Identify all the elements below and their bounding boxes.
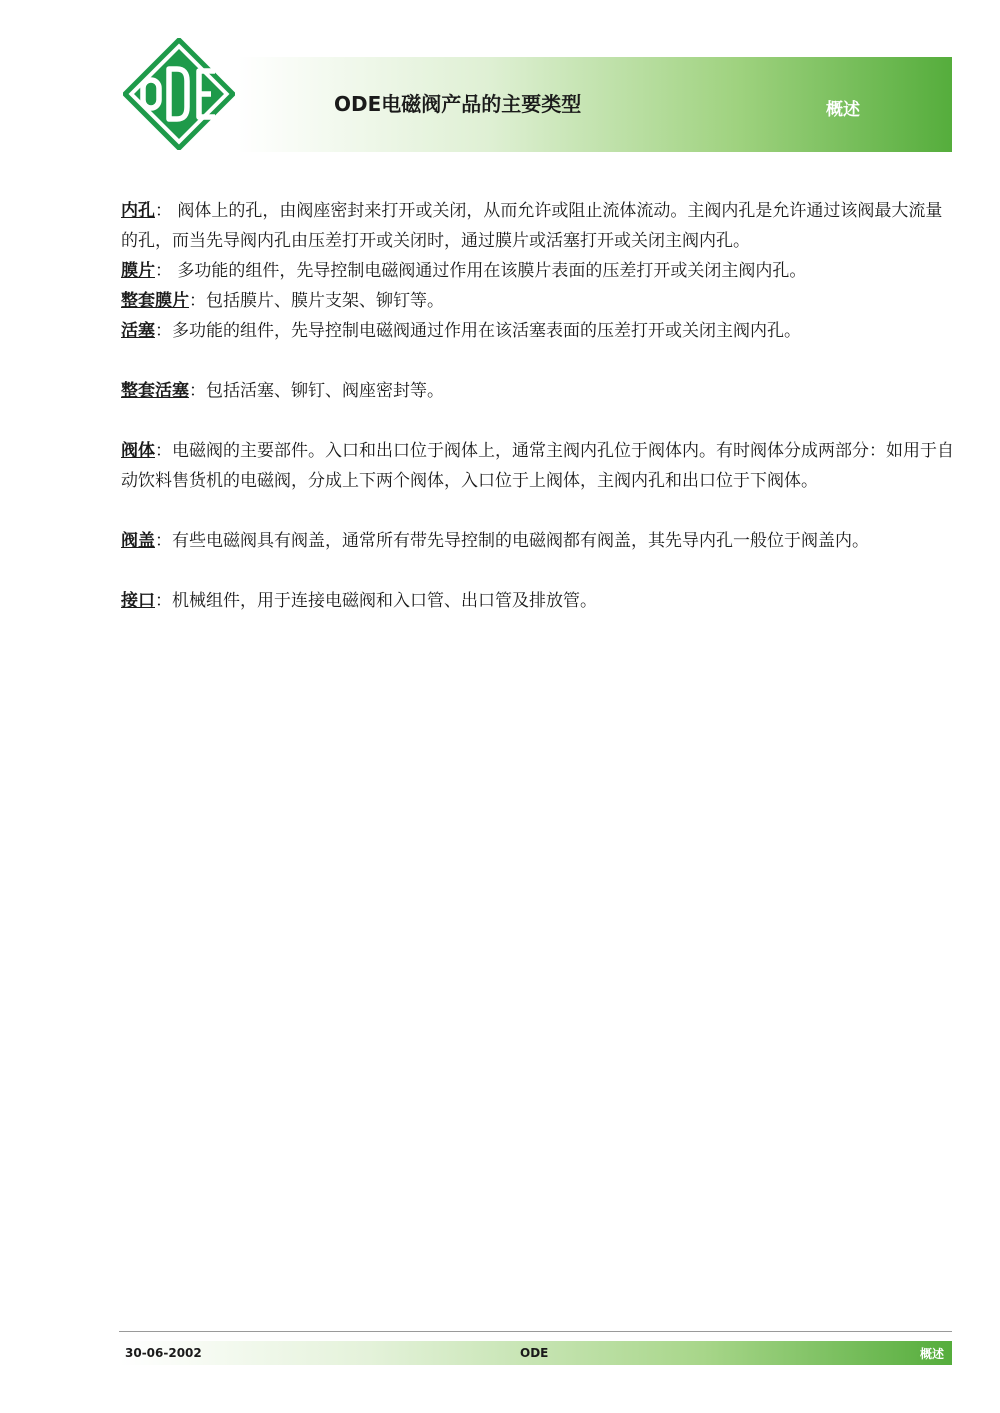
definition-valve-body — [121, 436, 957, 496]
term-separator: ： — [155, 201, 178, 221]
definition-text: 有些电磁阀具有阀盖，通常所有带先导控制的电磁阀都有阀盖，其先导内孔一般位于阀盖内。 — [172, 531, 869, 551]
term-separator: ： — [189, 381, 206, 401]
term-label: 阀体 — [121, 441, 155, 461]
footer-date: 30-06-2002 — [125, 1346, 202, 1360]
footer-section-label: 概述 — [919, 1347, 944, 1361]
definition-text: 多功能的组件，先导控制电磁阀通过作用在该活塞表面的压差打开或关闭主阀内孔。 — [172, 321, 801, 341]
footer-banner — [119, 1341, 952, 1365]
term-label: 内孔 — [121, 201, 155, 221]
term-separator: ： — [155, 261, 178, 281]
definition-diaphragm-kit — [121, 286, 957, 316]
term-separator: ： — [155, 321, 172, 341]
term-label: 整套活塞 — [121, 381, 189, 401]
definition-text: 阀体上的孔，由阀座密封来打开或关闭，从而允许或阻止流体流动。主阀内孔是允许通过该阀最大流量的孔，而当先导阀内孔由压差打开或关闭时，通过膜片或活塞打开或关闭主阀内孔。 — [121, 201, 943, 251]
definition-text: 多功能的组件，先导控制电磁阀通过作用在该膜片表面的压差打开或关闭主阀内孔。 — [177, 261, 807, 281]
footer-divider — [119, 1331, 952, 1332]
term-separator: ： — [155, 591, 172, 611]
term-separator: ： — [189, 291, 206, 311]
ode-logo — [123, 38, 235, 150]
ode-diamond-logo-icon — [123, 38, 235, 150]
definition-piston — [121, 316, 957, 346]
definitions-list — [121, 196, 957, 616]
section-label: 概述 — [826, 100, 860, 120]
definition-diaphragm — [121, 256, 957, 286]
definition-text: 机械组件，用于连接电磁阀和入口管、出口管及排放管。 — [172, 591, 597, 611]
definition-text: 包括活塞、铆钉、阀座密封等。 — [206, 381, 444, 401]
definition-text: 包括膜片、膜片支架、铆钉等。 — [206, 291, 444, 311]
term-label: 整套膜片 — [121, 291, 189, 311]
term-label: 膜片 — [121, 261, 155, 281]
header-banner — [238, 57, 952, 152]
definition-text: 电磁阀的主要部件。入口和出口位于阀体上，通常主阀内孔位于阀体内。有时阀体分成两部分：如用于自动饮料售货机的电磁阀，分成上下两个阀体，入口位于上阀体，主阀内孔和出口位于下阀体。 — [121, 441, 954, 491]
term-label: 活塞 — [121, 321, 155, 341]
definition-piston-kit — [121, 376, 957, 406]
definition-connector — [121, 586, 957, 616]
term-separator: ： — [155, 441, 172, 461]
term-label: 阀盖 — [121, 531, 155, 551]
term-label: 接口 — [121, 591, 155, 611]
footer-brand: ODE — [520, 1346, 549, 1360]
definition-bonnet — [121, 526, 957, 556]
page-title: ODE电磁阀产品的主要类型 — [334, 92, 582, 116]
term-separator: ： — [155, 531, 172, 551]
definition-bore — [121, 196, 957, 256]
